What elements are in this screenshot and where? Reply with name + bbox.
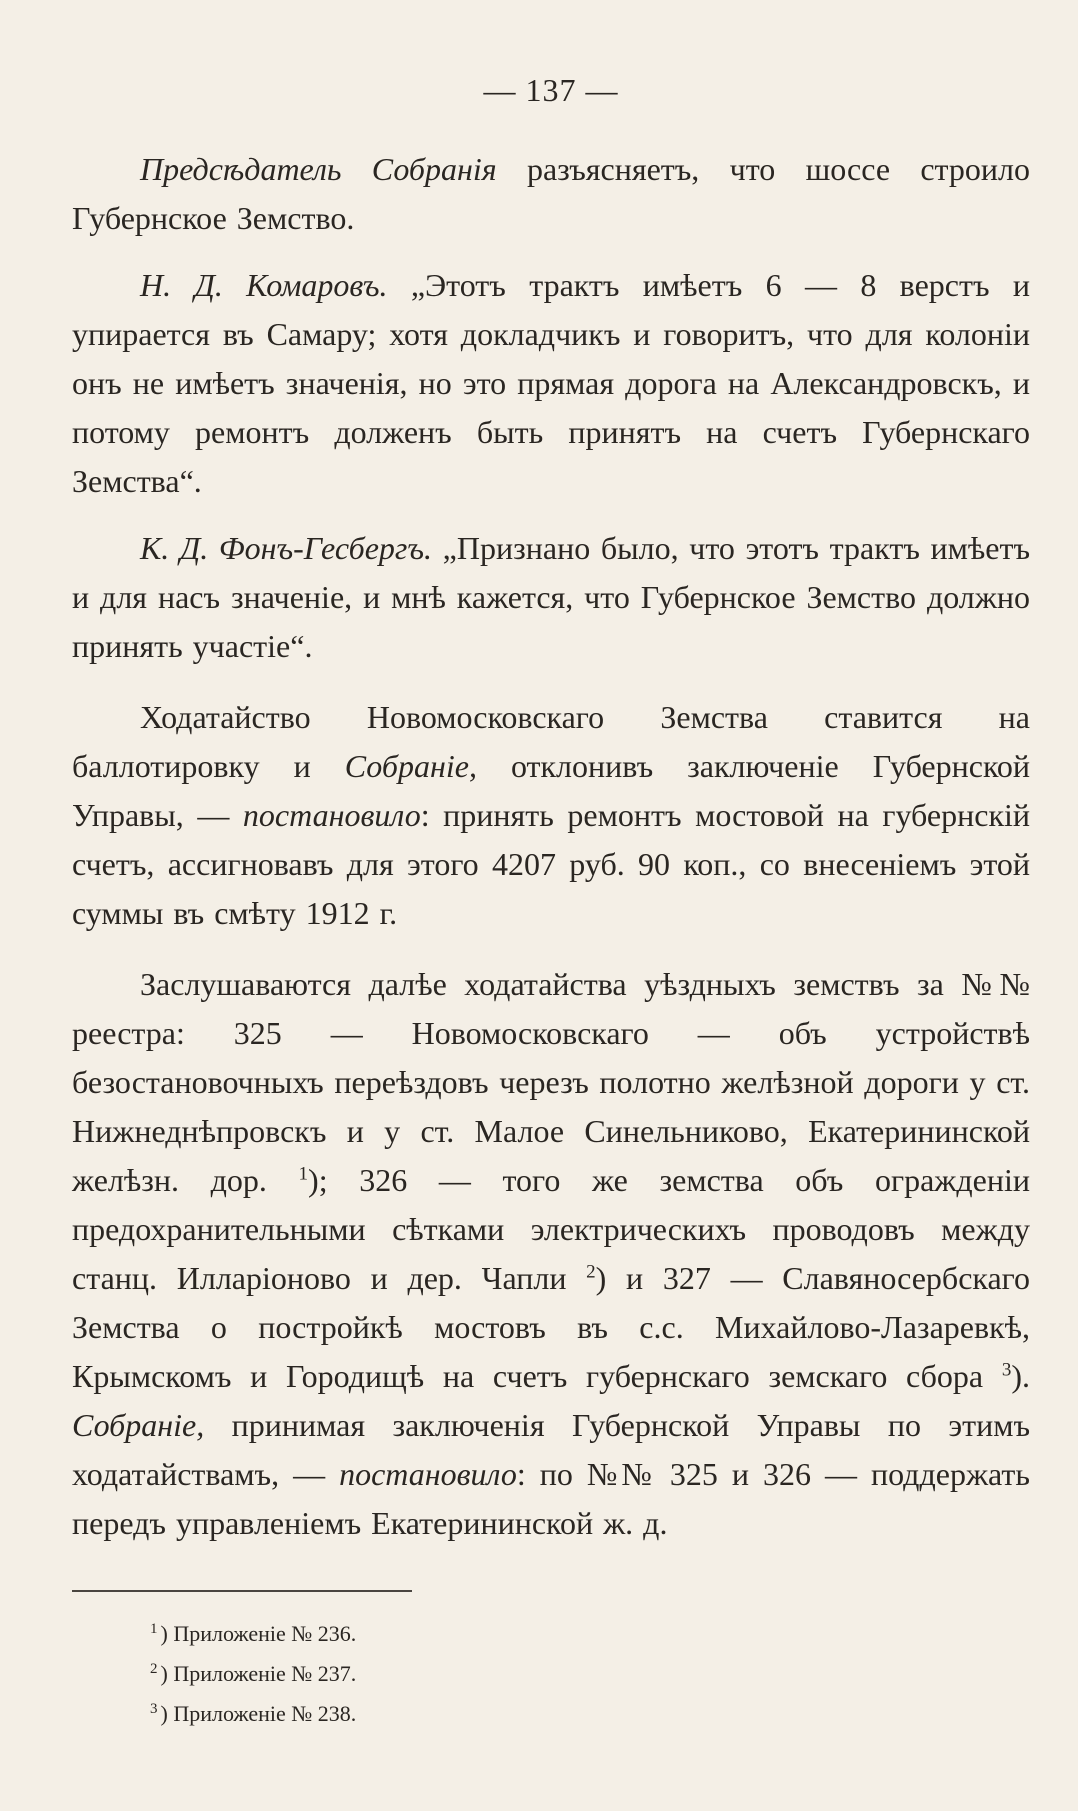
text-run: : принять ремонтъ мостовой на губернскій счетъ, ассигновавъ для этого 4207 руб. 90 коп., со внесеніемъ этой суммы въ смѣту 1912 г. <box>72 797 1031 931</box>
paragraph-novomoskovsk-petition <box>72 693 1030 938</box>
paragraph-text: „Признано было, что этотъ трактъ имѣетъ и для насъ значеніе, и мнѣ кажется, что Губернское Земство должно принять участіе“. <box>72 530 1030 664</box>
footnote-mark: 3 <box>150 1700 158 1717</box>
footnote-2 <box>150 1654 1030 1694</box>
text-run: ) и 327 — Славяносербскаго Земства о постройкѣ мостовъ въ с.с. Михайлово-Лазаревкѣ, Крымскомъ и Городищѣ на счетъ губернскаго земскаго сбора <box>72 1260 1031 1394</box>
text-run: Заслушаваются далѣе ходатайства уѣздныхъ земствъ за №№ реестра: 325 — Новомосковскаго — объ устройствѣ безостановочныхъ переѣздовъ черезъ полотно желѣзной дороги у ст. Нижнеднѣпровскъ и у ст. Малое Синельниково, Екатерининской желѣзн. дор. <box>72 966 1030 1198</box>
paragraph-district-petitions <box>72 960 1030 1548</box>
italic-run: постановило <box>242 797 421 833</box>
footnote-mark: 2 <box>150 1660 158 1677</box>
text-run: принимая заключенія Губернской Управы по этимъ ходатайствамъ, — <box>72 1407 1030 1492</box>
speaker-gesberg: К. Д. Фонъ-Гесбергъ. <box>140 530 432 566</box>
footnotes <box>150 1614 1030 1734</box>
paragraph-text: „Этотъ трактъ имѣетъ 6 — 8 верстъ и упирается въ Самару; хотя докладчикъ и говоритъ, что для колоніи онъ не имѣетъ значенія, но это прямая дорога на Александровскъ, и потому ремонтъ долженъ быть принятъ на счетъ Губернскаго Земства“. <box>72 267 1030 499</box>
footnote-3 <box>150 1694 1030 1734</box>
speaker-komarov: Н. Д. Комаровъ. <box>140 267 388 303</box>
footnote-divider <box>72 1590 412 1592</box>
text-run: отклонивъ заключеніе Губернской Управы, — <box>72 748 1031 833</box>
page-number: — 137 — <box>483 72 619 108</box>
paragraph-komarov <box>72 261 1030 506</box>
paragraph-gesberg <box>72 524 1030 671</box>
footnote-ref-2: 2 <box>586 1261 596 1283</box>
footnote-1 <box>150 1614 1030 1654</box>
footnote-text: ) Приложеніе № 236. <box>160 1621 357 1646</box>
footnote-text: ) Приложеніе № 237. <box>160 1661 357 1686</box>
paragraph-chairman <box>72 145 1030 243</box>
italic-run: Собраніе, <box>72 1407 205 1443</box>
text-run: : по №№ 325 и 326 — поддержать передъ управленіемъ Екатерининской ж. д. <box>72 1456 1031 1541</box>
footnote-ref-1: 1 <box>298 1163 309 1185</box>
speaker-chairman: Предсѣдатель Собранія <box>140 151 497 187</box>
text-run: Ходатайство Новомосковскаго Земства ставится на баллотировку и <box>72 699 1030 784</box>
paragraph-text: разъясняетъ, что шоссе строило Губернское Земство. <box>72 151 1031 236</box>
text-run: ); 326 — того же земства объ огражденіи предохранительными сѣтками электрическихъ проводовъ между станц. Илларіоново и дер. Чапли <box>72 1162 1030 1296</box>
italic-run: постановило <box>339 1456 517 1492</box>
italic-run: Собраніе, <box>344 748 477 784</box>
text-run: ). <box>1011 1358 1030 1394</box>
footnote-mark: 1 <box>150 1620 158 1637</box>
footnote-text: ) Приложеніе № 238. <box>160 1701 357 1726</box>
footnote-ref-3: 3 <box>1001 1359 1012 1381</box>
